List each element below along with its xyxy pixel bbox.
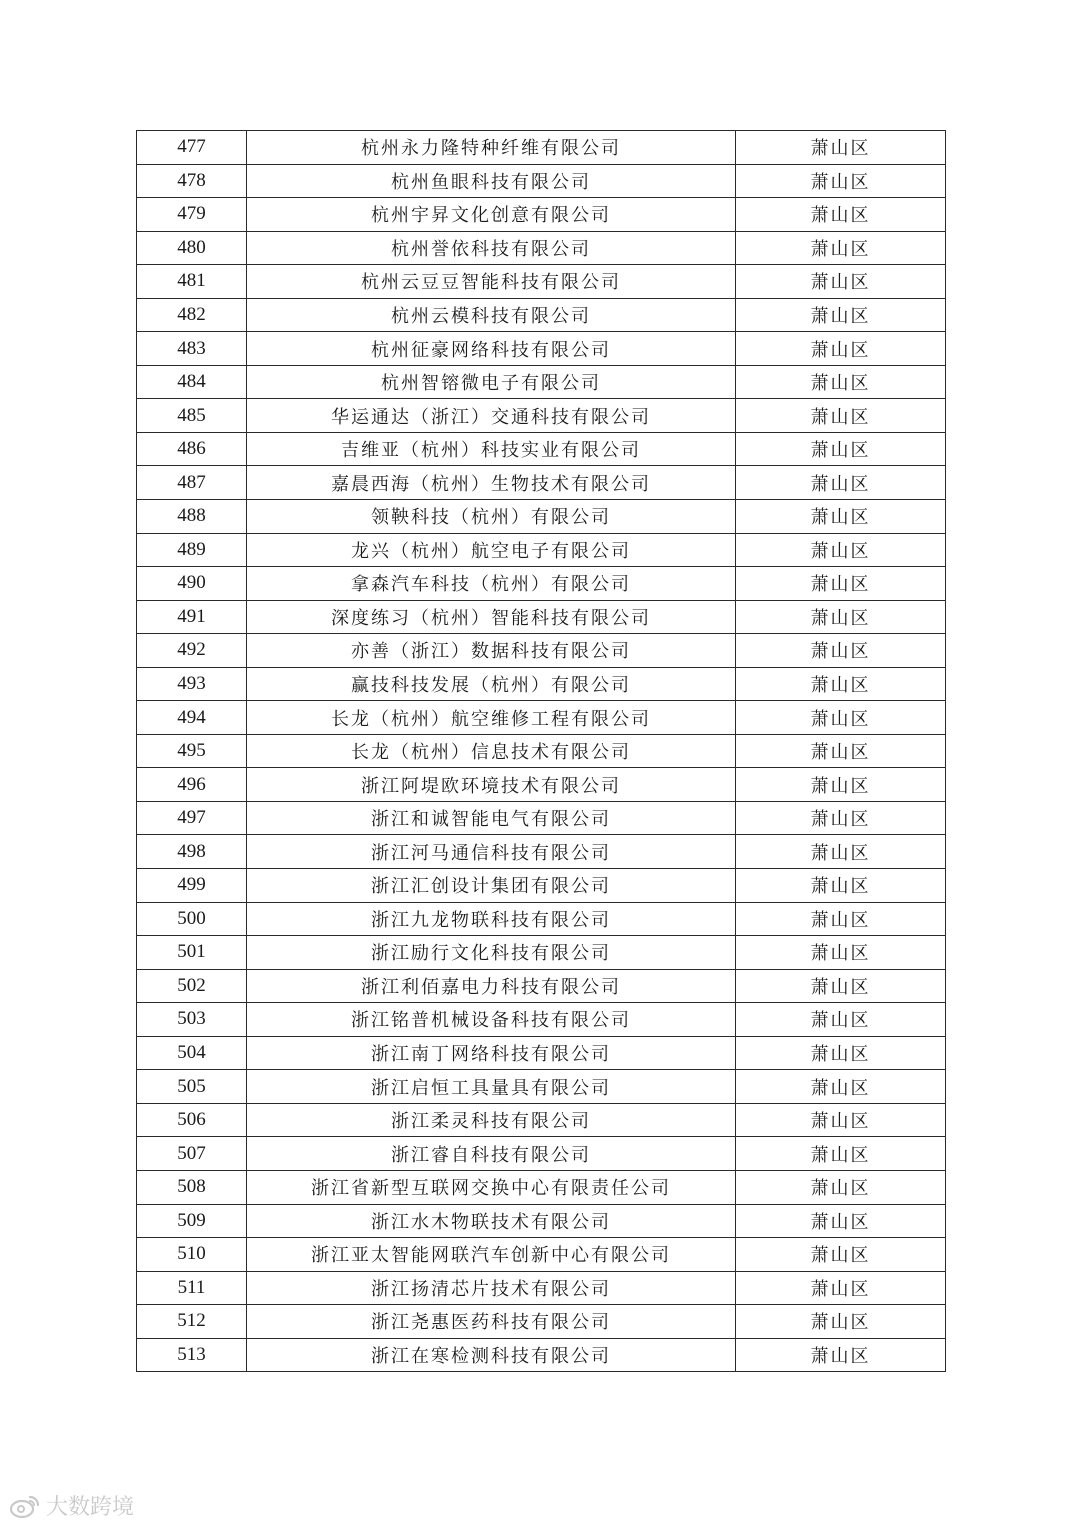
district: 萧山区 <box>736 567 946 601</box>
district: 萧山区 <box>736 466 946 500</box>
row-number: 489 <box>137 533 247 567</box>
table-row <box>137 936 946 970</box>
table-row <box>137 902 946 936</box>
district: 萧山区 <box>736 399 946 433</box>
district: 萧山区 <box>736 365 946 399</box>
company-name: 领鞅科技（杭州）有限公司 <box>247 500 736 534</box>
table-row <box>137 768 946 802</box>
company-name: 长龙（杭州）航空维修工程有限公司 <box>247 701 736 735</box>
row-number: 484 <box>137 365 247 399</box>
district: 萧山区 <box>736 768 946 802</box>
company-name: 浙江励行文化科技有限公司 <box>247 936 736 970</box>
district: 萧山区 <box>736 1036 946 1070</box>
company-name: 杭州云豆豆智能科技有限公司 <box>247 265 736 299</box>
table-row <box>137 1003 946 1037</box>
row-number: 478 <box>137 164 247 198</box>
table-row <box>137 1070 946 1104</box>
table-row <box>137 634 946 668</box>
district: 萧山区 <box>736 1338 946 1372</box>
table-row <box>137 701 946 735</box>
table-row <box>137 1238 946 1272</box>
table-row <box>137 801 946 835</box>
company-name: 杭州云模科技有限公司 <box>247 298 736 332</box>
company-name: 浙江亚太智能网联汽车创新中心有限公司 <box>247 1238 736 1272</box>
row-number: 512 <box>137 1305 247 1339</box>
district: 萧山区 <box>736 1204 946 1238</box>
company-list-table <box>136 130 946 1372</box>
district: 萧山区 <box>736 198 946 232</box>
district: 萧山区 <box>736 1305 946 1339</box>
row-number: 482 <box>137 298 247 332</box>
company-name: 亦善（浙江）数据科技有限公司 <box>247 634 736 668</box>
district: 萧山区 <box>736 902 946 936</box>
row-number: 492 <box>137 634 247 668</box>
row-number: 505 <box>137 1070 247 1104</box>
table-row <box>137 1170 946 1204</box>
district: 萧山区 <box>736 533 946 567</box>
district: 萧山区 <box>736 500 946 534</box>
table-row <box>137 533 946 567</box>
row-number: 502 <box>137 969 247 1003</box>
table-body <box>137 131 946 1372</box>
table-row <box>137 734 946 768</box>
row-number: 477 <box>137 131 247 165</box>
table-row <box>137 969 946 1003</box>
table-row <box>137 600 946 634</box>
row-number: 480 <box>137 231 247 265</box>
company-name: 龙兴（杭州）航空电子有限公司 <box>247 533 736 567</box>
company-name: 华运通达（浙江）交通科技有限公司 <box>247 399 736 433</box>
district: 萧山区 <box>736 1137 946 1171</box>
table-row <box>137 399 946 433</box>
district: 萧山区 <box>736 634 946 668</box>
company-name: 浙江铭普机械设备科技有限公司 <box>247 1003 736 1037</box>
company-name: 浙江尧惠医药科技有限公司 <box>247 1305 736 1339</box>
company-name: 杭州征豪网络科技有限公司 <box>247 332 736 366</box>
company-name: 浙江九龙物联科技有限公司 <box>247 902 736 936</box>
district: 萧山区 <box>736 432 946 466</box>
row-number: 509 <box>137 1204 247 1238</box>
district: 萧山区 <box>736 265 946 299</box>
row-number: 504 <box>137 1036 247 1070</box>
district: 萧山区 <box>736 1170 946 1204</box>
district: 萧山区 <box>736 1103 946 1137</box>
table-row <box>137 332 946 366</box>
district: 萧山区 <box>736 600 946 634</box>
table-row <box>137 567 946 601</box>
district: 萧山区 <box>736 936 946 970</box>
district: 萧山区 <box>736 801 946 835</box>
table-row <box>137 198 946 232</box>
district: 萧山区 <box>736 869 946 903</box>
company-name: 杭州永力隆特种纤维有限公司 <box>247 131 736 165</box>
row-number: 493 <box>137 667 247 701</box>
row-number: 485 <box>137 399 247 433</box>
district: 萧山区 <box>736 164 946 198</box>
company-name: 浙江水木物联技术有限公司 <box>247 1204 736 1238</box>
table-row <box>137 500 946 534</box>
table-row <box>137 1036 946 1070</box>
table-row <box>137 365 946 399</box>
table-row <box>137 265 946 299</box>
company-name: 杭州誉依科技有限公司 <box>247 231 736 265</box>
row-number: 513 <box>137 1338 247 1372</box>
company-name: 嘉晨西海（杭州）生物技术有限公司 <box>247 466 736 500</box>
row-number: 506 <box>137 1103 247 1137</box>
company-name: 赢技科技发展（杭州）有限公司 <box>247 667 736 701</box>
company-name: 深度练习（杭州）智能科技有限公司 <box>247 600 736 634</box>
district: 萧山区 <box>736 298 946 332</box>
row-number: 503 <box>137 1003 247 1037</box>
row-number: 491 <box>137 600 247 634</box>
table-row <box>137 1271 946 1305</box>
company-name: 杭州智镕微电子有限公司 <box>247 365 736 399</box>
table-row <box>137 1204 946 1238</box>
row-number: 508 <box>137 1170 247 1204</box>
company-name: 浙江河马通信科技有限公司 <box>247 835 736 869</box>
watermark-text: 大数跨境 <box>46 1495 135 1520</box>
company-name: 浙江省新型互联网交换中心有限责任公司 <box>247 1170 736 1204</box>
table-row <box>137 1338 946 1372</box>
table-row <box>137 131 946 165</box>
company-name: 浙江汇创设计集团有限公司 <box>247 869 736 903</box>
row-number: 511 <box>137 1271 247 1305</box>
company-name: 浙江南丁网络科技有限公司 <box>247 1036 736 1070</box>
company-name: 拿森汽车科技（杭州）有限公司 <box>247 567 736 601</box>
district: 萧山区 <box>736 1271 946 1305</box>
row-number: 494 <box>137 701 247 735</box>
row-number: 479 <box>137 198 247 232</box>
district: 萧山区 <box>736 734 946 768</box>
table-row <box>137 1103 946 1137</box>
table-row <box>137 231 946 265</box>
district: 萧山区 <box>736 969 946 1003</box>
company-name: 浙江睿自科技有限公司 <box>247 1137 736 1171</box>
row-number: 497 <box>137 801 247 835</box>
district: 萧山区 <box>736 332 946 366</box>
row-number: 496 <box>137 768 247 802</box>
company-name: 长龙（杭州）信息技术有限公司 <box>247 734 736 768</box>
table-row <box>137 298 946 332</box>
row-number: 481 <box>137 265 247 299</box>
table-row <box>137 1305 946 1339</box>
district: 萧山区 <box>736 835 946 869</box>
company-name: 浙江柔灵科技有限公司 <box>247 1103 736 1137</box>
weibo-logo-icon <box>8 1493 42 1519</box>
district: 萧山区 <box>736 1070 946 1104</box>
row-number: 488 <box>137 500 247 534</box>
company-name: 浙江扬清芯片技术有限公司 <box>247 1271 736 1305</box>
row-number: 487 <box>137 466 247 500</box>
table-row <box>137 835 946 869</box>
row-number: 499 <box>137 869 247 903</box>
row-number: 486 <box>137 432 247 466</box>
table-row <box>137 466 946 500</box>
district: 萧山区 <box>736 231 946 265</box>
table-row <box>137 1137 946 1171</box>
table-row <box>137 164 946 198</box>
district: 萧山区 <box>736 701 946 735</box>
table-row <box>137 869 946 903</box>
district: 萧山区 <box>736 131 946 165</box>
district: 萧山区 <box>736 1238 946 1272</box>
company-name: 杭州宇昇文化创意有限公司 <box>247 198 736 232</box>
company-name: 吉维亚（杭州）科技实业有限公司 <box>247 432 736 466</box>
company-name: 浙江利佰嘉电力科技有限公司 <box>247 969 736 1003</box>
row-number: 507 <box>137 1137 247 1171</box>
table-row <box>137 432 946 466</box>
company-name: 浙江阿堤欧环境技术有限公司 <box>247 768 736 802</box>
district: 萧山区 <box>736 667 946 701</box>
company-name: 杭州鱼眼科技有限公司 <box>247 164 736 198</box>
company-name: 浙江启恒工具量具有限公司 <box>247 1070 736 1104</box>
watermark <box>8 1490 134 1521</box>
row-number: 495 <box>137 734 247 768</box>
company-name: 浙江在寒检测科技有限公司 <box>247 1338 736 1372</box>
row-number: 483 <box>137 332 247 366</box>
company-name: 浙江和诚智能电气有限公司 <box>247 801 736 835</box>
row-number: 498 <box>137 835 247 869</box>
district: 萧山区 <box>736 1003 946 1037</box>
row-number: 510 <box>137 1238 247 1272</box>
table-row <box>137 667 946 701</box>
row-number: 490 <box>137 567 247 601</box>
row-number: 500 <box>137 902 247 936</box>
row-number: 501 <box>137 936 247 970</box>
